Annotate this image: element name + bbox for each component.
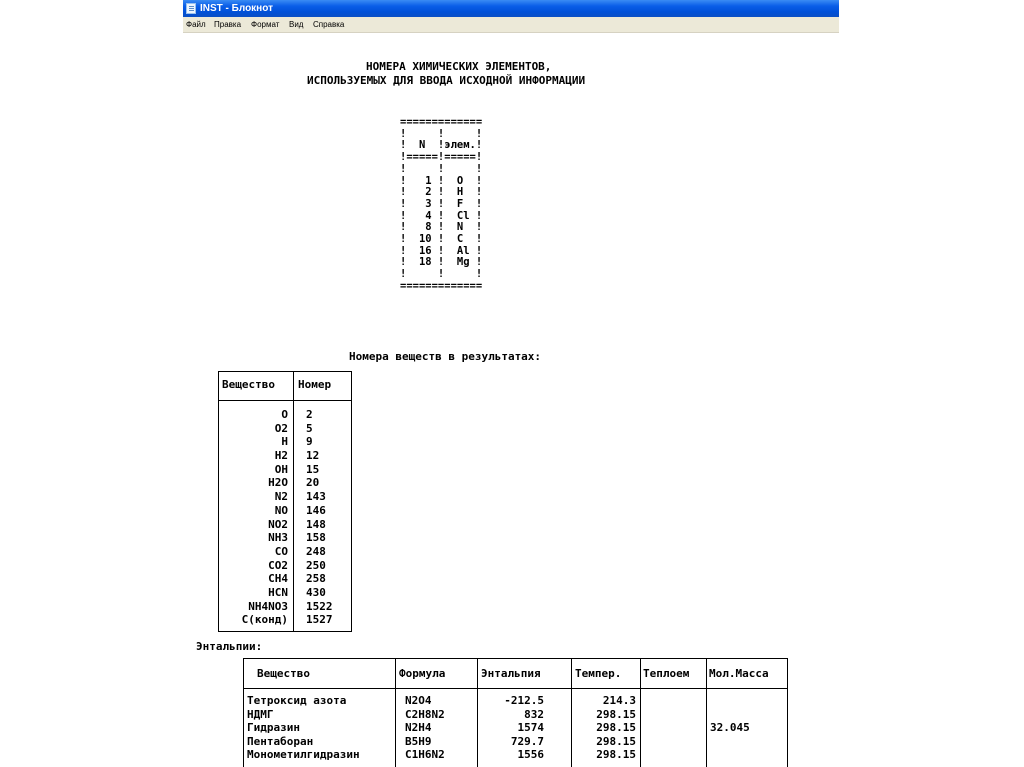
- substance-cell: H2O: [268, 476, 288, 490]
- substance-cell: NH4NO3: [248, 599, 288, 613]
- number-cell: 143: [306, 490, 326, 504]
- text-area[interactable]: [183, 33, 839, 767]
- enthalpy-header-enthalpy: Энтальпия: [481, 667, 541, 680]
- heading-line-2: ИСПОЛЬЗУЕМЫХ ДЛЯ ВВОДА ИСХОДНОЙ ИНФОРМАЦИИ: [307, 74, 586, 87]
- enthalpy-cell-enthalpy: 1556: [517, 748, 544, 761]
- table-row: [219, 545, 351, 559]
- number-cell: 1522: [306, 599, 333, 613]
- substance-cell: H2: [274, 449, 288, 463]
- substance-cell: CH4: [268, 572, 288, 586]
- table-row: [219, 572, 351, 586]
- enthalpy-cell-enthalpy: 729.7: [510, 734, 544, 748]
- number-cell: 20: [306, 476, 320, 490]
- enthalpy-cell-temp: 298.15: [596, 721, 636, 734]
- number-cell: 258: [306, 572, 326, 586]
- table-row: [219, 613, 351, 627]
- title-bar[interactable]: [183, 0, 839, 17]
- enthalpy-cell-formula: C1H6N2: [405, 748, 445, 761]
- table-row: [219, 504, 351, 518]
- table-row: [219, 600, 351, 614]
- number-cell: 15: [306, 462, 320, 476]
- enthalpy-cell-name: Пентаборан: [247, 734, 314, 748]
- substance-cell: CO2: [268, 558, 288, 572]
- table-row: [219, 518, 351, 532]
- table-row: [219, 449, 351, 463]
- number-cell: 430: [306, 585, 326, 599]
- table-row: [219, 463, 351, 477]
- notepad-icon: [186, 3, 196, 14]
- menu-bar: [183, 17, 839, 33]
- table-row: [219, 490, 351, 504]
- enthalpy-cell-enthalpy: 832: [524, 707, 544, 721]
- substance-cell: CO: [274, 544, 288, 558]
- enthalpy-cell-name: НДМГ: [247, 707, 274, 721]
- enthalpy-header-formula: Формула: [399, 667, 446, 680]
- enthalpy-cell-formula: N2H4: [405, 721, 432, 734]
- table-row: [219, 476, 351, 490]
- table-row: [219, 531, 351, 545]
- col-number-header: Номер: [298, 378, 332, 391]
- enthalpy-cell-temp: 298.15: [596, 748, 636, 761]
- enthalpy-cell-formula: C2H8N2: [405, 707, 445, 721]
- enthalpy-cell-mass: 32.045: [710, 721, 750, 734]
- enthalpy-cell-formula: N2O4: [405, 694, 432, 707]
- table-row: [219, 422, 351, 436]
- substance-cell: N2: [274, 490, 288, 504]
- number-cell: 250: [306, 558, 326, 572]
- number-cell: 148: [306, 517, 326, 531]
- heading-line-1: НОМЕРА ХИМИЧЕСКИХ ЭЛЕМЕНТОВ,: [366, 60, 552, 73]
- substance-cell: O2: [274, 421, 288, 435]
- notepad-window: [183, 0, 839, 767]
- number-cell: 5: [306, 421, 313, 435]
- enthalpy-header-temp: Темпер.: [575, 667, 622, 680]
- table-row: [219, 435, 351, 449]
- table-row: [219, 586, 351, 600]
- enthalpy-header-heat: Теплоем: [643, 667, 690, 680]
- substance-cell: NH3: [268, 531, 288, 545]
- enthalpy-header-mass: Мол.Масса: [709, 667, 769, 680]
- menu-file[interactable]: Файл: [186, 20, 206, 29]
- table-row: [219, 408, 351, 422]
- elements-ascii-table: ============= ! ! ! ! N !элем.! !=====!=====! ! ! ! ! 1 ! O ! ! 2 ! H ! ! 3 ! F ! ! 4 ! Cl ! ! 8 ! N ! ! 10 ! C ! ! 16 ! Al ! ! 18 ! Mg ! ! ! ! =============: [400, 116, 483, 292]
- substance-cell: NO2: [268, 517, 288, 531]
- enthalpy-cell-formula: B5H9: [405, 734, 432, 748]
- enthalpy-cell-enthalpy: 1574: [517, 721, 544, 734]
- enthalpy-cell-name: Тетроксид азота: [247, 694, 347, 707]
- substance-cell: NO: [274, 503, 288, 517]
- menu-format[interactable]: Формат: [251, 20, 280, 29]
- substance-cell: H: [281, 435, 288, 449]
- number-cell: 248: [306, 544, 326, 558]
- number-cell: 146: [306, 503, 326, 517]
- enthalpy-cell-name: Монометилгидразин: [247, 748, 360, 761]
- substance-cell: OH: [274, 462, 288, 476]
- substance-cell: HCN: [268, 585, 288, 599]
- menu-edit[interactable]: Правка: [214, 20, 242, 29]
- number-cell: 9: [306, 435, 313, 449]
- enthalpy-cell-temp: 298.15: [596, 707, 636, 721]
- enthalpy-table: [243, 658, 788, 767]
- number-cell: 12: [306, 449, 320, 463]
- col-substance-header: Вещество: [222, 378, 275, 391]
- substances-table: [218, 371, 352, 632]
- window-title: INST - Блокнот: [200, 3, 273, 14]
- number-cell: 2: [306, 408, 313, 421]
- enthalpy-header-name: Вещество: [257, 667, 310, 680]
- number-cell: 1527: [306, 613, 333, 627]
- enthalpy-cell-temp: 298.15: [596, 734, 636, 748]
- number-cell: 158: [306, 531, 326, 545]
- enthalpy-cell-temp: 214.3: [602, 694, 636, 707]
- substance-cell: C(конд): [241, 613, 288, 627]
- enthalpy-cell-name: Гидразин: [247, 721, 300, 734]
- menu-view[interactable]: Вид: [289, 20, 304, 29]
- substances-title: Номера веществ в результатах:: [349, 350, 542, 363]
- menu-help[interactable]: Справка: [313, 20, 345, 29]
- enthalpy-title: Энтальпии:: [196, 640, 263, 653]
- table-row: [219, 559, 351, 573]
- substance-cell: O: [281, 408, 288, 421]
- enthalpy-cell-enthalpy: -212.5: [504, 694, 544, 707]
